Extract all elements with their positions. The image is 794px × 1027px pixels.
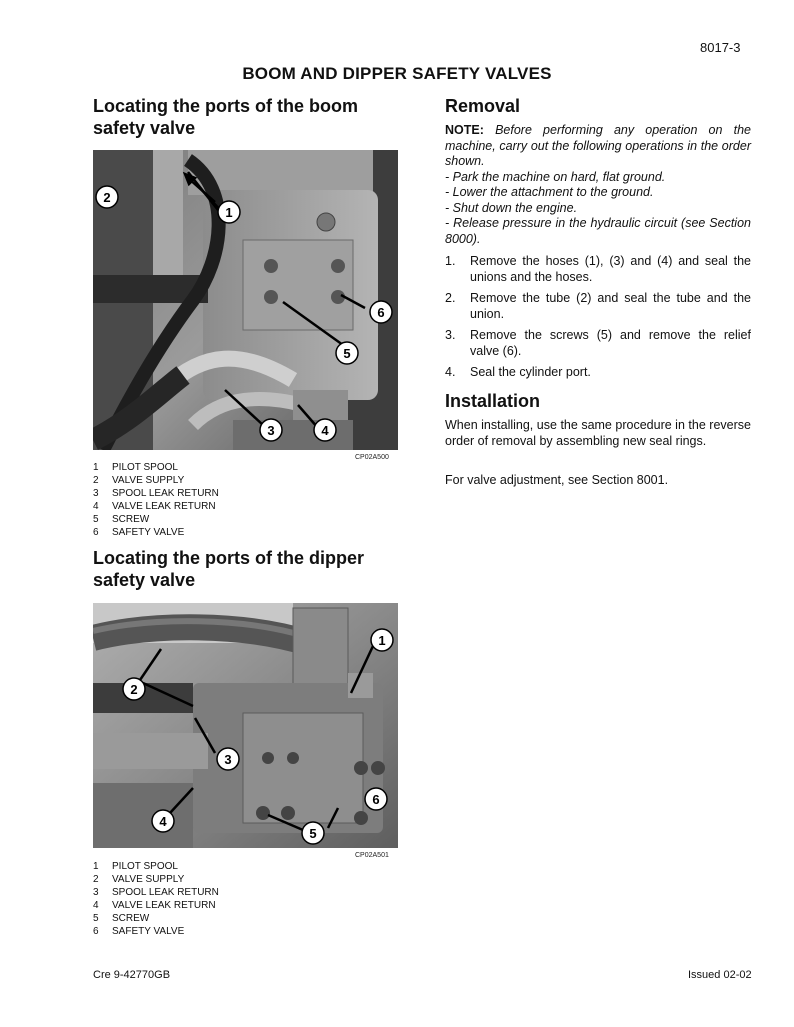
dipper-legend xyxy=(93,860,219,938)
legend-item: 6 SAFETY VALVE xyxy=(93,926,185,937)
svg-text:4: 4 xyxy=(159,814,167,829)
boom-callout-1 xyxy=(218,201,240,223)
svg-text:3: 3 xyxy=(224,752,232,767)
removal-step: 2. Remove the tube (2) and seal the tube and the union. xyxy=(445,291,751,321)
adjustment-text: For valve adjustment, see Section 8001. xyxy=(445,473,669,487)
dipper-valve-photo xyxy=(93,603,398,848)
dipper-callout-6 xyxy=(365,788,387,810)
svg-text:3: 3 xyxy=(267,423,275,438)
page-number: 8017-3 xyxy=(700,40,741,55)
removal-note xyxy=(445,123,751,247)
boom-legend xyxy=(93,461,219,539)
svg-text:6: 6 xyxy=(377,305,385,320)
boom-heading: Locating the ports of the boom safety valve xyxy=(93,96,358,138)
legend-item: 5 SCREW xyxy=(93,913,150,924)
legend-item: 3 SPOOL LEAK RETURN xyxy=(93,887,219,898)
legend-item: 5 SCREW xyxy=(93,514,150,525)
boom-callout-6 xyxy=(370,301,392,323)
dipper-callout-5 xyxy=(302,822,324,844)
legend-item: 1 PILOT SPOOL xyxy=(93,462,178,473)
boom-callout-3 xyxy=(260,419,282,441)
legend-item: 2 VALVE SUPPLY xyxy=(93,475,185,486)
legend-item: 4 VALVE LEAK RETURN xyxy=(93,501,216,512)
svg-text:6: 6 xyxy=(372,792,380,807)
boom-callout-4 xyxy=(314,419,336,441)
svg-text:5: 5 xyxy=(343,346,351,361)
boom-valve-photo xyxy=(93,150,398,450)
note-item: - Park the machine on hard, flat ground. xyxy=(445,169,666,184)
legend-item: 3 SPOOL LEAK RETURN xyxy=(93,488,219,499)
removal-step: 1. Remove the hoses (1), (3) and (4) and seal the unions and the hoses. xyxy=(445,254,751,284)
dipper-callout-4 xyxy=(152,810,174,832)
page-title: BOOM AND DIPPER SAFETY VALVES xyxy=(242,64,552,83)
svg-text:4: 4 xyxy=(321,423,329,438)
legend-item: 1 PILOT SPOOL xyxy=(93,861,178,872)
note-text: Before performing any operation on the machine, carry out the following operations in the order shown. xyxy=(445,123,751,168)
note-item: - Release pressure in the hydraulic circuit (see Section 8000). xyxy=(445,216,751,246)
removal-heading: Removal xyxy=(445,96,521,116)
dipper-callout-1 xyxy=(371,629,393,651)
svg-text:2: 2 xyxy=(103,190,111,205)
installation-heading: Installation xyxy=(445,391,541,411)
note-item: - Lower the attachment to the ground. xyxy=(445,185,654,199)
boom-photo-code: CP02A500 xyxy=(355,454,389,461)
svg-text:2: 2 xyxy=(130,682,138,697)
removal-steps xyxy=(445,254,751,387)
dipper-heading: Locating the ports of the dipper safety valve xyxy=(93,548,364,590)
boom-callout-5 xyxy=(336,342,358,364)
legend-item: 4 VALVE LEAK RETURN xyxy=(93,900,216,911)
legend-item: 6 SAFETY VALVE xyxy=(93,527,185,538)
svg-text:5: 5 xyxy=(309,826,317,841)
installation-text: When installing, use the same procedure in the reverse order of removal by assembling new seal rings. xyxy=(445,418,751,448)
dipper-callout-2 xyxy=(123,678,145,700)
legend-item: 2 VALVE SUPPLY xyxy=(93,874,185,885)
svg-text:1: 1 xyxy=(225,205,233,220)
boom-callout-2 xyxy=(96,186,118,208)
removal-step: 4. Seal the cylinder port. xyxy=(445,365,591,379)
note-item: - Shut down the engine. xyxy=(445,200,578,215)
document-code: Cre 9-42770GB xyxy=(93,969,171,981)
dipper-callout-3 xyxy=(217,748,239,770)
dipper-photo-code: CP02A501 xyxy=(355,852,389,859)
issue-date: Issued 02-02 xyxy=(688,969,752,981)
removal-step: 3. Remove the screws (5) and remove the relief valve (6). xyxy=(445,328,751,358)
svg-text:1: 1 xyxy=(378,633,386,648)
note-label: NOTE: xyxy=(445,123,484,137)
